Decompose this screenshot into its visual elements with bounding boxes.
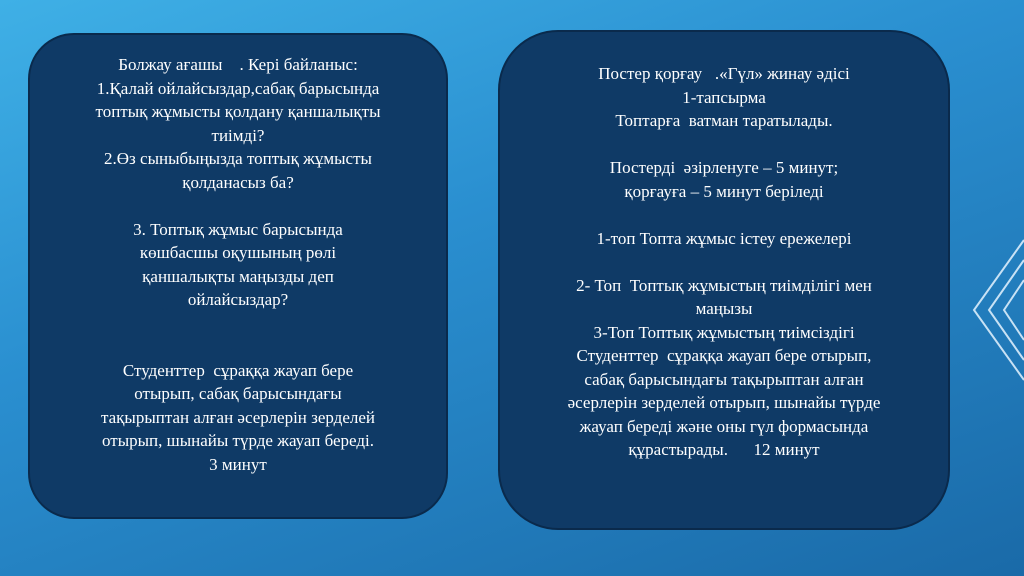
students-line-1: Студенттер сұраққа жауап бере отырып, xyxy=(576,346,872,365)
students-line-3: әсерлерін зерделей отырып, шынайы түрде xyxy=(567,393,881,412)
question-2-line-1: 2.Өз сыныбыңызда топтық жұмысты xyxy=(104,149,372,168)
group-2-line-2: маңызы xyxy=(695,299,753,318)
students-line-5: құрастырады. 12 минут xyxy=(628,440,820,459)
spacer xyxy=(518,133,930,157)
question-3-line-4: ойлайсыздар? xyxy=(187,290,289,309)
poster-title: Постер қорғау .«Гүл» жинау әдісі xyxy=(598,64,850,83)
time-limit: 3 минут xyxy=(209,454,267,474)
spacer xyxy=(518,250,930,274)
feedback-panel xyxy=(28,33,448,519)
question-1-line-3: тиімді? xyxy=(211,125,265,145)
task-description: Топтарға ватман таратылады. xyxy=(615,111,833,130)
students-line-4: жауап береді және оны гүл формасында xyxy=(579,416,869,436)
question-3-line-1: 3. Топтық жұмыс барысында xyxy=(133,219,343,239)
poster-panel xyxy=(498,30,950,530)
group-1: 1-топ Топта жұмыс істеу ережелері xyxy=(596,228,852,248)
group-2-line-1: 2- Топ Топтық жұмыстың тиімділігі мен xyxy=(576,275,872,295)
group-3: 3-Топ Топтық жұмыстың тиімсіздігі xyxy=(593,322,855,342)
students-line-3: тақырыптан алған әсерлерін зерделей xyxy=(100,407,376,427)
students-line-1: Студенттер сұраққа жауап бере xyxy=(122,360,354,380)
spacer xyxy=(44,312,432,359)
question-3-line-3: қаншалықты маңызды деп xyxy=(142,266,334,286)
students-line-4: отырып, шынайы түрде жауап береді. xyxy=(101,431,374,450)
prep-time: Постерді әзірленуге – 5 минут; xyxy=(609,158,839,177)
students-line-2: отырып, сабақ барысындағы xyxy=(134,384,342,403)
question-1-line-1: 1.Қалай ойлайсыздар,сабақ барысында xyxy=(96,78,380,98)
task-label: 1-тапсырма xyxy=(682,87,766,107)
question-3-line-2: көшбасшы оқушының рөлі xyxy=(139,243,337,262)
question-2-line-2: қолданасыз ба? xyxy=(182,172,294,192)
chevron-decoration-icon xyxy=(934,200,1024,420)
students-line-2: сабақ барысындағы тақырыптан алған xyxy=(584,369,864,389)
defense-time: қорғауға – 5 минут беріледі xyxy=(624,181,824,201)
feedback-title: Болжау ағашы . Кері байланыс: xyxy=(118,55,358,74)
spacer xyxy=(518,203,930,227)
question-1-line-2: топтық жұмысты қолдану қаншалықты xyxy=(95,102,381,121)
spacer xyxy=(44,194,432,218)
